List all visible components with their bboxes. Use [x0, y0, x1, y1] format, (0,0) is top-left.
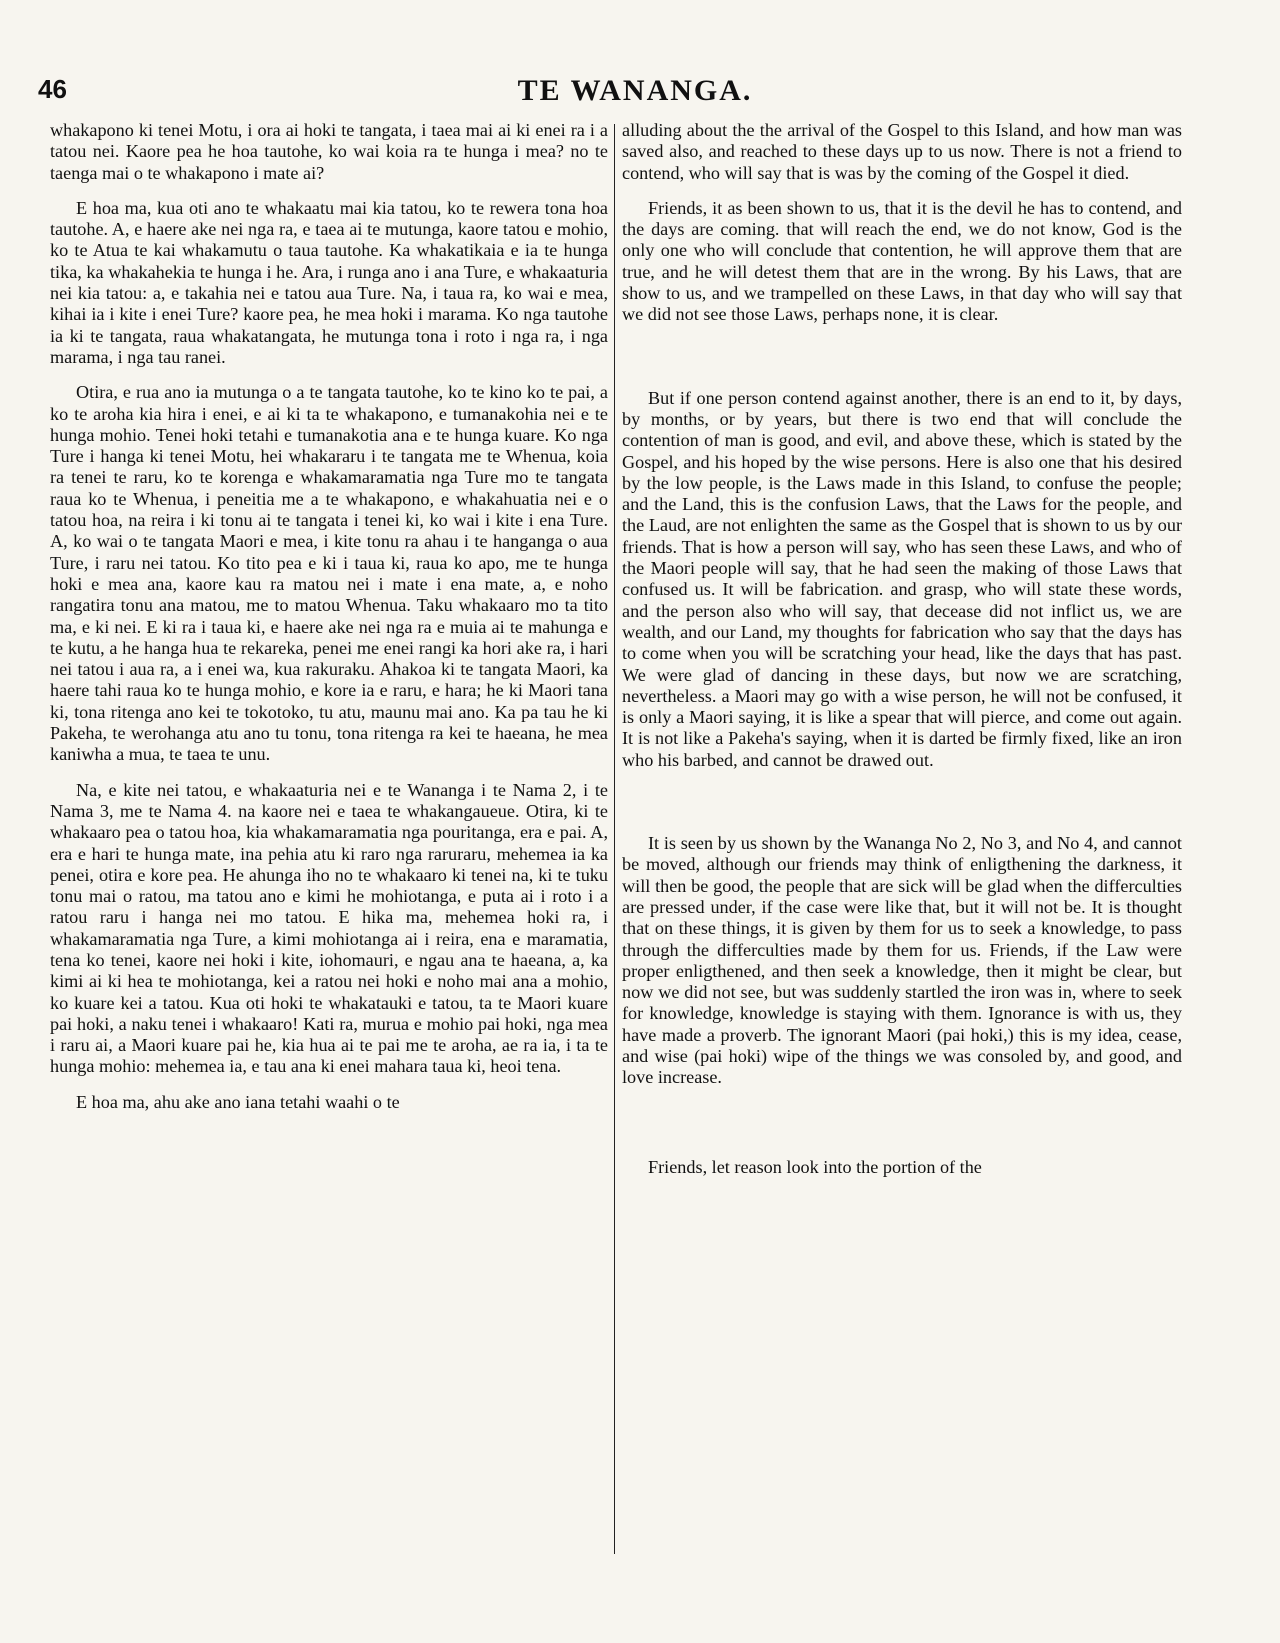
page-number: 46 — [38, 74, 67, 104]
paragraph: Na, e kite nei tatou, e whakaaturia nei e te Wananga i te Nama 2, i te Nama 3, me te Nama 4. na kaore nei e taea te whakangaueue. Otira, ki te whakaaro pea o tatou hoa, kia whakamaramatia nga pouritanga, era e pai. A, era e hari te hunga mate, ina pehia atu ki raro nga raruraru, mehemea ia ka penei, otira e kore pea. He ahunga iho no te whakaaro ki tenei na, ki te tuku tonu mai o ratou, ma tatou ano e kimi he mohiotanga, e puta ai i roto i a ratou raru i hanga nei mo tatou. E hika ma, mehemea hoki ra, i whakamaramatia nga Ture, a kimi mohiotanga ai i reira, ena e maramatia, tena ko tenei, kaore nei hoki i kite, iohomauri, e ngau ana te haeana, a, ka kimi ai ki hea te mohiotanga, kei a ratou nei hoki e noho mai ana a mohio, ko kuare kei a tatou. Kua oti hoki te whakatauki e tatou, ta te Maori kuare pai hoki, a naku tenei i whakaaro! Kati ra, murua e mohio pai hoki, nga mea i raru ai, a Maori kuare pai he, kia hua ai te pai me te aroha, ae ra ia, i ta te hunga mohio: mehemea ia, e tau ana ki enei mahara taua ki, heoi tena. — [50, 779, 608, 1077]
paragraph: Friends, let reason look into the portion of the — [648, 1156, 982, 1177]
english-text-column — [622, 120, 1182, 1530]
column-divider — [614, 124, 615, 1554]
paragraph: alluding about the the arrival of the Gospel to this Island, and how man was saved also, and reached to these days up to us now. There is not a friend to contend, who will say that is was by the coming of the Gospel it died. — [622, 120, 1182, 183]
paragraph: Friends, it as been shown to us, that it is the devil he has to contend, and the days are coming. that will reach the end, we do not know, God is the only one who will conclude that contention, he will approve them that are true, and he will detest them that are in the wrong. By his Laws, that are show to us, and we trampelled on these Laws, in that day who will say that we did not see those Laws, perhaps none, it is clear. — [622, 197, 1182, 325]
paragraph: It is seen by us shown by the Wananga No 2, No 3, and No 4, and cannot be moved, although our friends may think of enligthening the darkness, it will then be good, the people that are sick will be glad when the differculties are pressed under, if the case were like that, but it will not be. It is thought that on these things, it is given by them for us to seek a knowledge, to pass through the differculties made by them for us. Friends, if the Law were proper enligthened, and then seek a knowledge, then it might be clear, but now we did not see, but was suddenly startled the iron was in, where to seek for knowledge, knowledge is staying with them. Ignorance is with us, they have made a proverb. The ignorant Maori (pai hoki,) this is my idea, cease, and wise (pai hoki) wipe of the things we was consoled by, and good, and love increase. — [622, 833, 1182, 1088]
paragraph: But if one person contend against another, there is an end to it, by days, by months, or by years, but there is two end that will conclude the contention of man is good, and evil, and above these, which is stated by the Gospel, and his hoped by the wise persons. Here is also one that his desired by the low people, is the Laws made in this Island, to confuse the people; and the Land, this is the confusion Laws, that the Laws for the people, and the Laud, are not enlighten the same as the Gospel that is shown to us by our friends. That is how a person will say, who has seen these Laws, and who of the Maori people will say, that he had seen the making of those Laws that confused us. It will be fabrication. and grasp, who will state these words, and the person also who will say, that decease did not inflict us, we are wealth, and our Land, my thoughts for fabrication who say that the days has to come when you will be scratching your head, like the days that has past. We were glad of dancing in these days, but now we are scratching, nevertheless. a Maori may go with a wise person, he will not be confused, it is only a Maori saying, it is like a spear that will pierce, and come out again. It is not like a Pakeha's saying, when it is darted be firmly fixed, like an iron who his barbed, and cannot be drawed out. — [622, 387, 1182, 770]
paragraph: whakapono ki tenei Motu, i ora ai hoki te tangata, i taea mai ai ki enei ra i a tatou nei. Kaore pea he hoa tautohe, ko wai koia ra te hunga i mea? no te taenga mai o te whakapono i mate ai? — [50, 120, 608, 183]
newspaper-title: TE WANANGA. — [517, 74, 753, 107]
maori-text-column — [50, 120, 608, 1530]
page-header — [30, 74, 1240, 114]
paragraph: E hoa ma, ahu ake ano iana tetahi waahi o te — [76, 1091, 400, 1112]
paragraph: Otira, e rua ano ia mutunga o a te tangata tautohe, ko te kino ko te pai, a ko te aroha kia hira i enei, e ai ki ta te whakapono, e tumanakohia nei e te hunga mohio. Tenei hoki tetahi e tumanakotia ana e te hunga kuare. Ko nga Ture i hanga ki tenei Motu, hei whakararu i te tangata me te Whenua, koia ra tenei te raru, ko te korenga e whakamaramatia nga Ture mo te tangata raua ko te Whenua, i peneitia me a te whakapono, e whakahuatia nei e o tatou hoa, na reira i ki tonu ai te tangata i tenei ki, ko wai i kite i ena Ture. A, ko wai o te tangata Maori e mea, i kite tonu ra ahau i te hanganga o aua Ture, i raru nei tatou. Ko tito pea e ki i taua ki, raua ko apo, me te hunga hoki e mea ana, kaore kau ra matou nei i mate i ena mate, a, e noho rangatira tonu ana matou, me to matou Whenua. Taku whakaaro mo ta tito ma, e ki nei. E ki ra i taua ki, e haere ake nei nga ra e muia ai te mahunga e te kutu, a he hanga hua te rekareka, penei me enei rangi ka hori ake ra, i hari nei tatou i aua ra, a i enei wa, kua rakuraku. Ahakoa ki te tangata Maori, ka haere tahi raua ko te hunga mohio, e kore ia e raru, e hara; he ki Maori tana ki, tona ritenga ano kei te tokotoko, tu atu, maunu mai ano. Ka pa tau he ki Pakeha, te werohanga atu ano tu tonu, tona ritenga ra kei te haeana, he mea kaniwha a mua, te taea te unu. — [50, 382, 608, 765]
paragraph: E hoa ma, kua oti ano te whakaatu mai kia tatou, ko te rewera tona hoa tautohe. A, e haere ake nei nga ra, e taea ai te mutunga, kaore tatou e mohio, ko te Atua te kai whakamutu o taua tautohe. Ka whakatikaia e ia te hunga tika, ka whakahekia te hunga i he. Ara, i runga ano i ana Ture, e whakaaturia nei kia tatou: a, e takahia nei e tatou aua Ture. Na, i taua ra, ko wai e mea, kihai ia i kite i enei Ture? kaore pea, he mea hoki i marama. Ko nga tautohe ia ki te tangata, raua whakatangata, he mutunga tona i roto i nga ra, i nga marama, i nga tau ranei. — [50, 197, 608, 367]
